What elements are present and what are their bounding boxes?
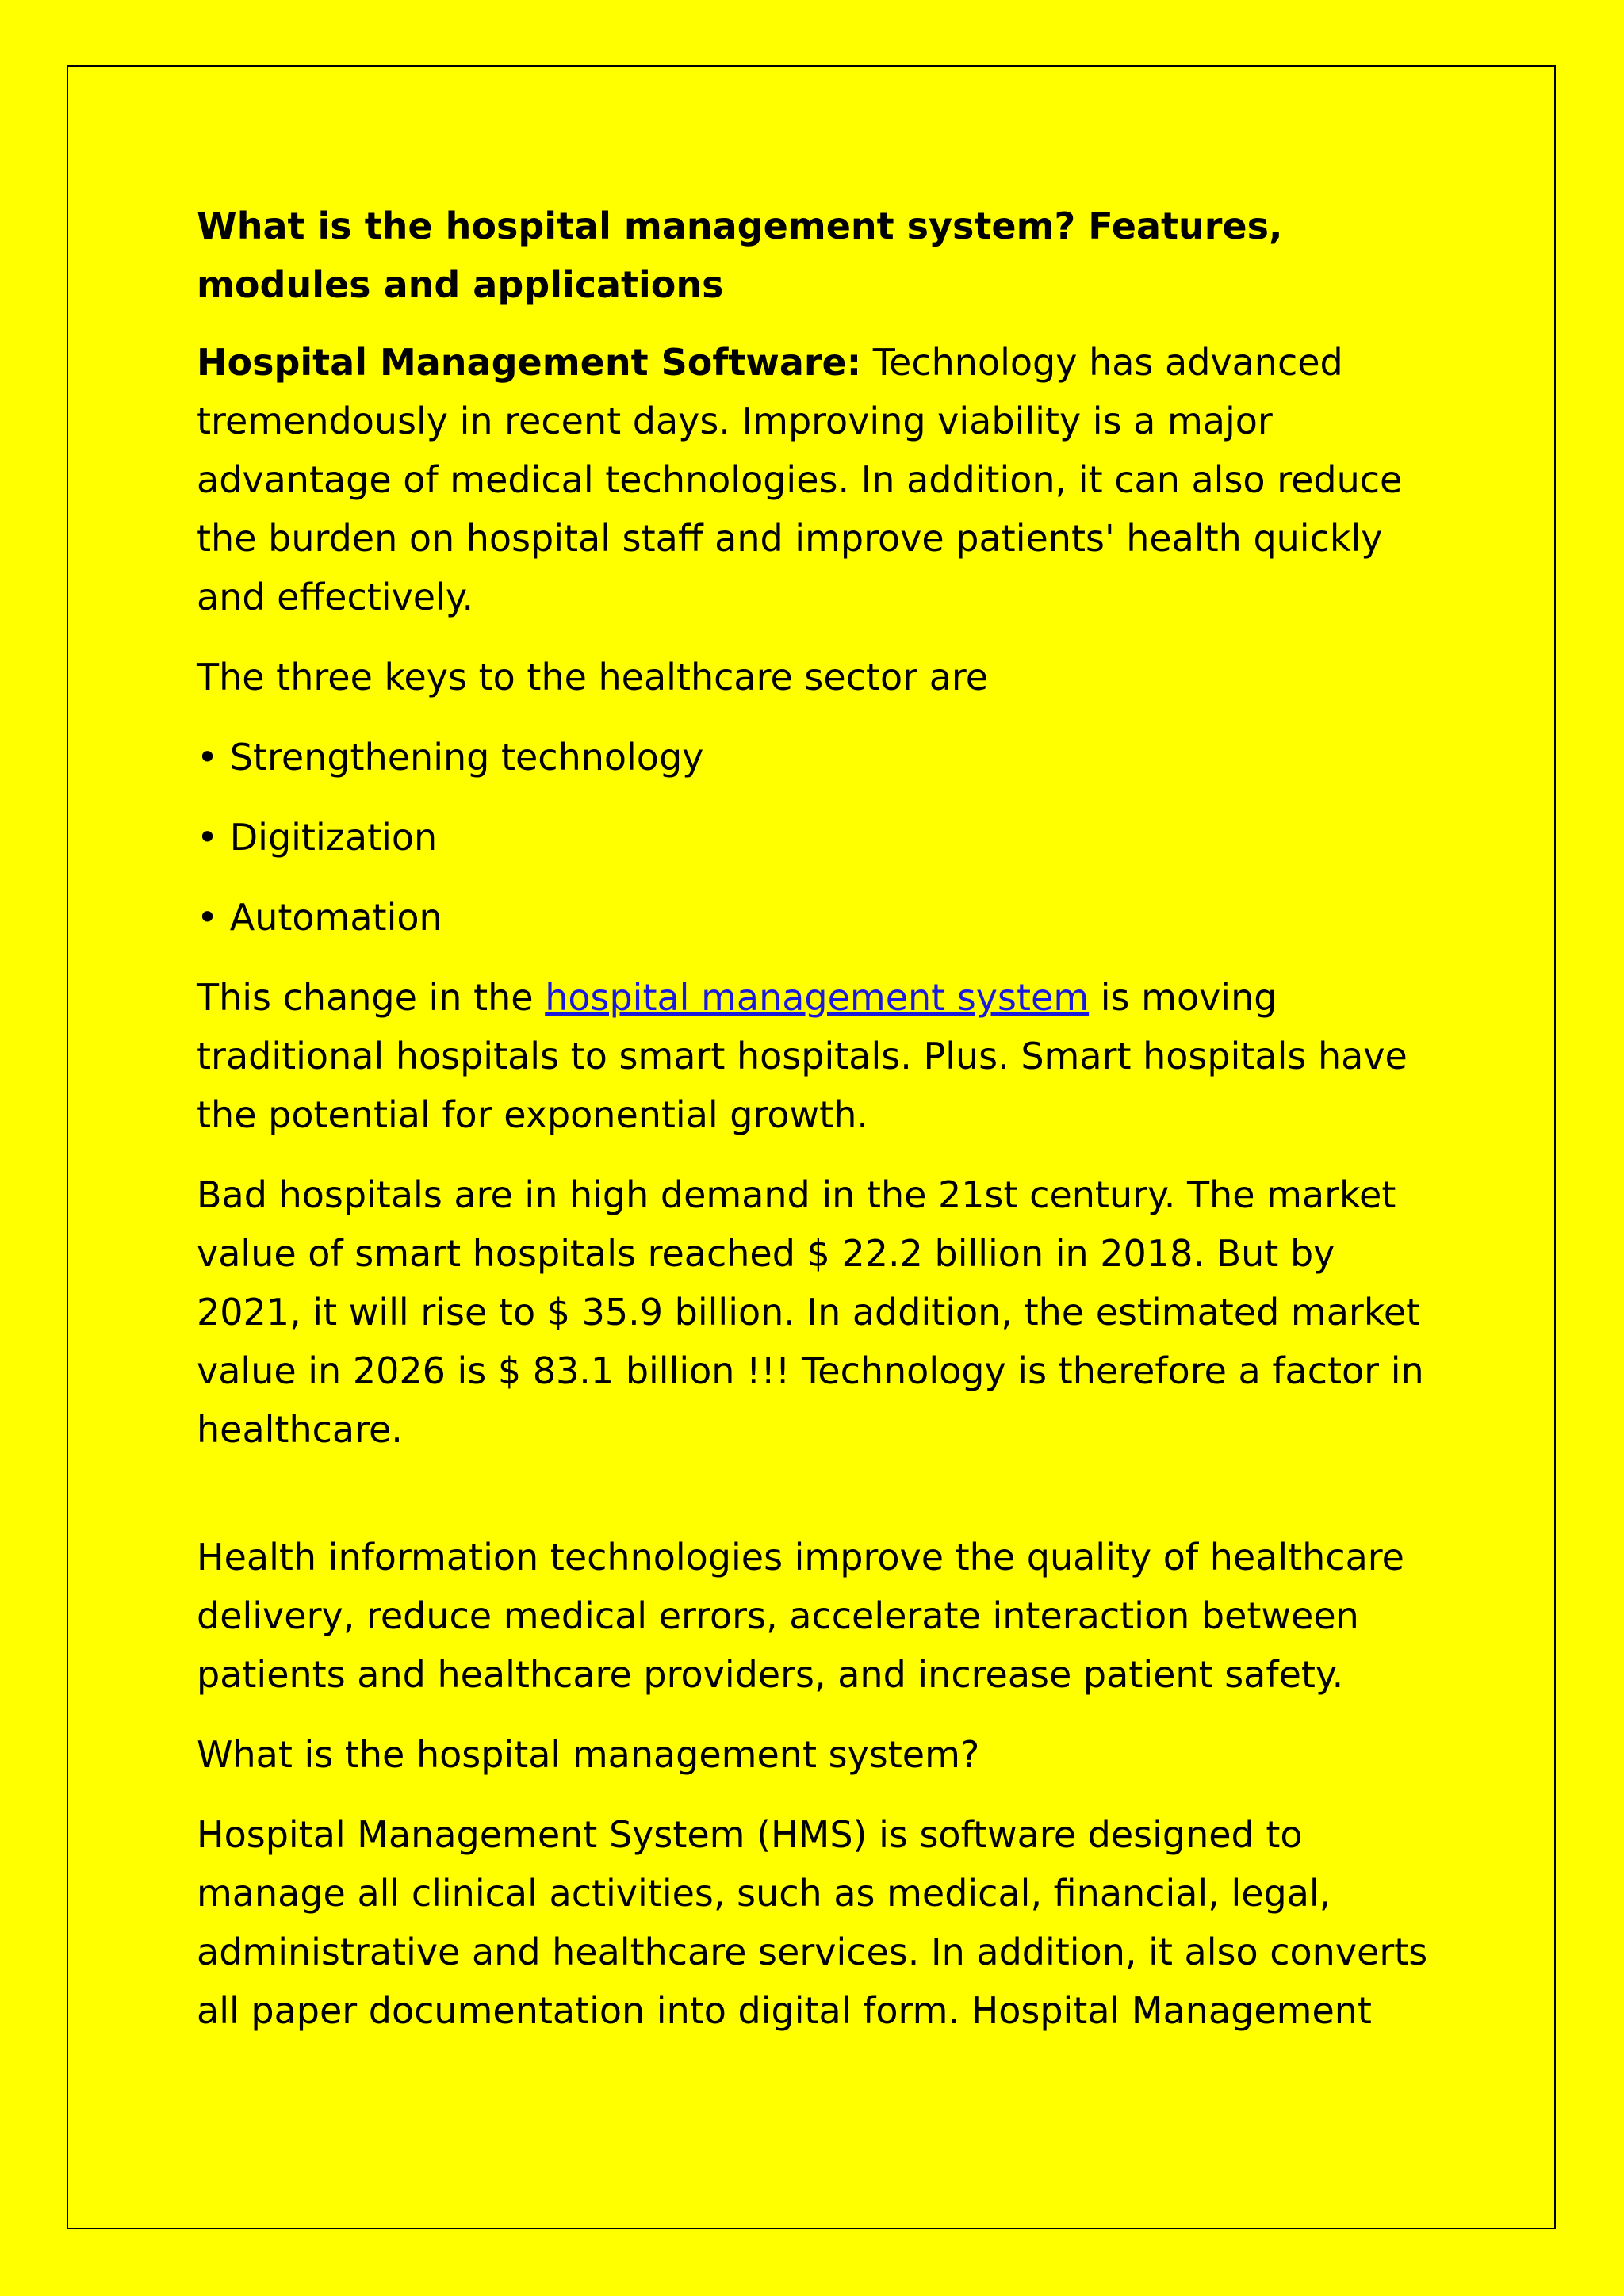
keys-heading: The three keys to the healthcare sector are xyxy=(197,656,989,698)
health-it-paragraph: Health information technologies improve the quality of healthcare delivery, reduce medical errors, accelerate interaction between patients and healthcare providers, and increase patient safety. xyxy=(197,1536,1404,1696)
bullet-item: • Digitization xyxy=(197,816,438,859)
intro-paragraph xyxy=(197,333,1450,626)
change-text-before: This change in the xyxy=(197,976,546,1019)
blank-line xyxy=(197,1480,1450,1528)
change-text-after: is moving traditional hospitals to smart hospitals. Plus. Smart hospitals have the potential for exponential growth. xyxy=(197,976,1408,1136)
page-title: What is the hospital management system? Features, modules and applications xyxy=(197,205,1283,306)
intro-bold-lead: Hospital Management Software: xyxy=(197,341,862,384)
document-body xyxy=(197,197,1450,2061)
question-heading: What is the hospital management system? xyxy=(197,1733,980,1776)
market-paragraph: Bad hospitals are in high demand in the 21st century. The market value of smart hospitals reached $ 22.2 billion in 2018. But by 2021, it will rise to $ 35.9 billion. In addition, the estimated market value in 2026 is $ 83.1 billion !!! Technology is therefore a factor in healthcare. xyxy=(197,1173,1424,1451)
intro-text: Technology has advanced tremendously in recent days. Improving viability is a major advantage of medical technologies. In addition, it can also reduce the burden on hospital staff and improve patients' health quickly and effectively. xyxy=(197,341,1403,618)
bullet-item: • Automation xyxy=(197,896,442,939)
bullet-item: • Strengthening technology xyxy=(197,736,704,779)
hms-link[interactable]: hospital management system xyxy=(545,976,1090,1019)
hms-paragraph: Hospital Management System (HMS) is software designed to manage all clinical activities, such as medical, financial, legal, administrative and healthcare services. In addition, it also converts all paper documentation into digital form. Hospital Management xyxy=(197,1813,1428,2032)
change-paragraph xyxy=(197,968,1450,1144)
